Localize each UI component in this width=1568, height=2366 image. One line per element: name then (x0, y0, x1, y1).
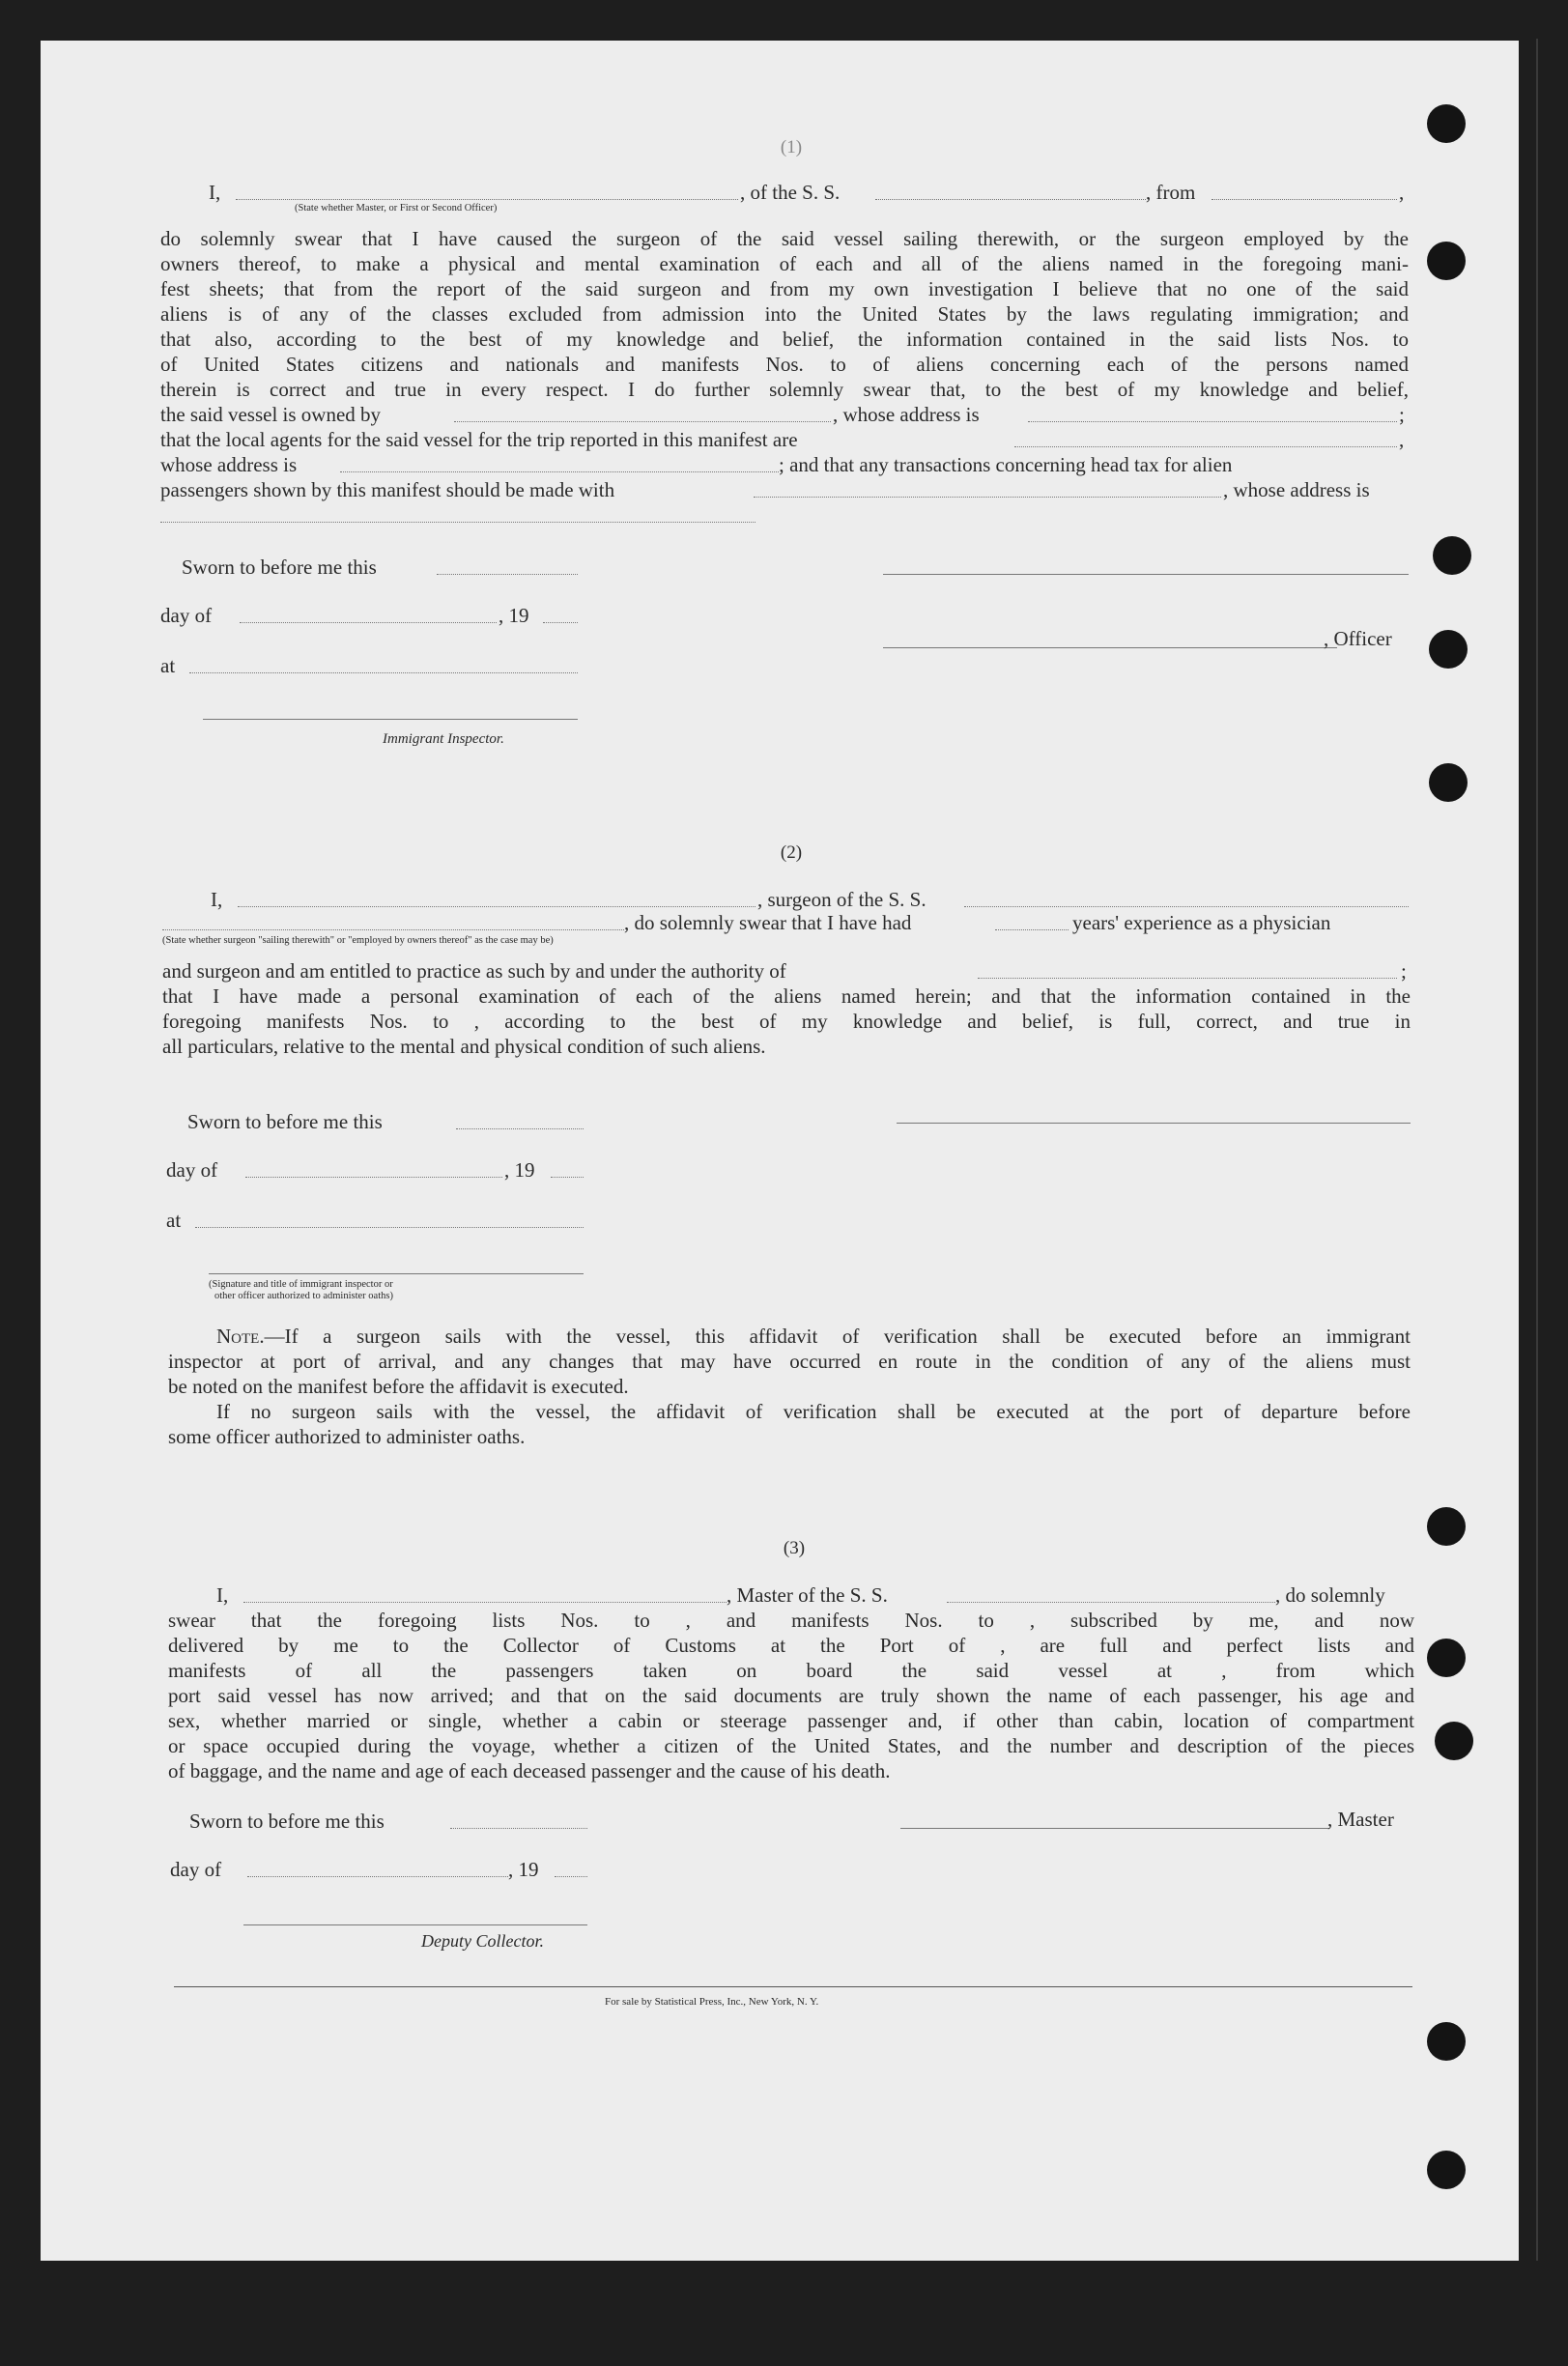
s1-officer-line[interactable] (883, 647, 1337, 648)
s1-whose-address: , whose address is (833, 403, 980, 426)
s1-officer: , Officer (1324, 627, 1392, 650)
s1-owner-address-field[interactable] (1028, 421, 1397, 422)
punch-hole (1435, 1722, 1473, 1760)
s3-signature-line[interactable] (900, 1828, 1329, 1829)
s3-nineteen: , 19 (508, 1858, 539, 1881)
s2-authority-field[interactable] (978, 978, 1397, 979)
s3-body-line: sex, whether married or single, whether a cabin or steerage passenger and, if other than cabin, location of compartment (168, 1709, 1414, 1732)
s3-intro-i: I, (216, 1583, 229, 1607)
s2-day-of: day of (166, 1158, 218, 1182)
s1-ship-name-field[interactable] (875, 199, 1146, 200)
s1-agents-field[interactable] (1014, 446, 1397, 447)
s3-body-line: port said vessel has now arrived; and that on the said documents are truly shown the name of each passenger, his age and (168, 1684, 1414, 1707)
s1-body (160, 226, 1409, 402)
s1-whose-address-2: whose address is (160, 453, 298, 476)
page-edge (1536, 39, 1538, 2261)
s3-master-name-field[interactable] (243, 1602, 727, 1603)
s2-sworn-field[interactable] (456, 1128, 584, 1129)
s2-at-field[interactable] (195, 1227, 584, 1228)
s2-years-field[interactable] (995, 929, 1069, 930)
punch-hole (1427, 2022, 1466, 2061)
s2-swear: , do solemnly swear that I have had (624, 911, 912, 934)
s1-semicolon: ; (1399, 403, 1405, 426)
s1-body-line: that also, according to the best of my knowledge and belief, the information contained in the said lists Nos. to (160, 328, 1409, 351)
footer-printer: For sale by Statistical Press, Inc., New York, N. Y. (605, 1996, 819, 2008)
s3-body-line: manifests of all the passengers taken on board the said vessel at , from which (168, 1659, 1414, 1682)
s1-comma-2: , (1399, 428, 1405, 451)
s1-body-line: do solemnly swear that I have caused the surgeon of the said vessel sailing therewith, or the surgeon employed by the (160, 227, 1409, 250)
s1-whose-address-3: , whose address is (1223, 478, 1370, 501)
s2-practice: and surgeon and am entitled to practice as such by and under the authority of (162, 959, 786, 983)
s2-sig-note-2: other officer authorized to administer oaths) (214, 1291, 393, 1301)
s3-master: , Master (1327, 1808, 1394, 1831)
s1-signature-line[interactable] (883, 574, 1409, 575)
s2-inspector-line[interactable] (209, 1273, 584, 1274)
punch-hole (1427, 242, 1466, 280)
s2-sig-note-1: (Signature and title of immigrant inspector or (209, 1279, 393, 1290)
s1-body-line: aliens is of any of the classes excluded from admission into the United States by the laws regulating immigration; and (160, 302, 1409, 326)
punch-hole (1427, 1507, 1466, 1546)
punch-hole (1427, 104, 1466, 143)
s2-body-line: foregoing manifests Nos. to , according to the best of my knowledge and belief, is full, correct, and true in (162, 1010, 1411, 1033)
s2-surgeon-name-field[interactable] (238, 906, 755, 907)
s2-note (168, 1324, 1411, 1449)
s2-role-field[interactable] (162, 929, 624, 930)
s3-body-line: of baggage, and the name and age of each deceased passenger and the cause of his death. (168, 1759, 891, 1782)
s2-note-line: be noted on the manifest before the affidavit is executed. (168, 1375, 629, 1398)
s3-day-of: day of (170, 1858, 222, 1881)
s1-inspector: Immigrant Inspector. (383, 731, 504, 747)
s1-local-agents: that the local agents for the said vessel for the trip reported in this manifest are (160, 428, 798, 451)
punch-hole (1429, 630, 1468, 669)
s1-body-line: of United States citizens and nationals and manifests Nos. to of aliens concerning each of the persons named (160, 353, 1409, 376)
s1-owner-field[interactable] (454, 421, 831, 422)
s2-surgeon-of: , surgeon of the S. S. (757, 888, 927, 911)
s2-note-line: some officer authorized to administer oaths. (168, 1425, 526, 1448)
s1-from-field[interactable] (1212, 199, 1397, 200)
s1-owned-by: the said vessel is owned by (160, 403, 382, 426)
s2-years: years' experience as a physician (1072, 911, 1331, 934)
s2-sworn: Sworn to before me this (187, 1110, 383, 1133)
s2-ship-field[interactable] (964, 906, 1409, 907)
s1-body-line: owners thereof, to make a physical and mental examination of each and all of the aliens named in the foregoing mani- (160, 252, 1409, 275)
footer-rule (174, 1986, 1412, 1987)
s1-body-line: fest sheets; that from the report of the said surgeon and from my own investigation I believe that no one of the said (160, 277, 1409, 300)
s2-semicolon: ; (1401, 959, 1407, 983)
s1-transactions: ; and that any transactions concerning head tax for alien (779, 453, 1233, 476)
s1-intro-i: I, (209, 181, 221, 204)
section-1-number: (1) (780, 137, 803, 157)
s1-year-field[interactable] (543, 622, 578, 623)
s1-day-field[interactable] (240, 622, 497, 623)
s2-note-text: —If a surgeon sails with the vessel, this affidavit of verification shall be executed before an immigrant (264, 1325, 1411, 1348)
s3-body-line: or space occupied during the voyage, whether a citizen of the United States, and the number and description of the pieces (168, 1734, 1414, 1757)
s2-note-label: Note. (216, 1325, 265, 1348)
section-3-number: (3) (783, 1538, 806, 1558)
s2-note-line (168, 1324, 1411, 1349)
s1-inspector-line[interactable] (203, 719, 578, 720)
punch-hole (1427, 1639, 1466, 1677)
s1-day-of: day of (160, 604, 213, 627)
s3-deputy: Deputy Collector. (421, 1931, 544, 1951)
s3-deputy-line[interactable] (243, 1924, 587, 1925)
s3-sworn-field[interactable] (450, 1828, 587, 1829)
s3-master-of: , Master of the S. S. (727, 1583, 888, 1607)
s2-note-line: If no surgeon sails with the vessel, the affidavit of verification shall be executed at the port of departure before (216, 1400, 1411, 1423)
s1-sworn-field[interactable] (437, 574, 578, 575)
s3-ship-field[interactable] (947, 1602, 1275, 1603)
s3-body-line: swear that the foregoing lists Nos. to , and manifests Nos. to , subscribed by me, and now (168, 1609, 1414, 1632)
s1-head-tax-address-field[interactable] (160, 522, 755, 523)
s1-at: at (160, 654, 176, 677)
s3-sworn: Sworn to before me this (189, 1810, 385, 1833)
s1-from: , from (1146, 181, 1196, 204)
s2-intro-i: I, (211, 888, 223, 911)
s3-do-solemnly: , do solemnly (1275, 1583, 1385, 1607)
s2-surgeon-note: (State whether surgeon "sailing therewith" or "employed by owners thereof" as the case may be) (162, 935, 554, 946)
s3-day-field[interactable] (247, 1876, 508, 1877)
s1-passengers: passengers shown by this manifest should be made with (160, 478, 615, 501)
s1-sworn: Sworn to before me this (182, 556, 377, 579)
punch-hole (1429, 763, 1468, 802)
s1-agents-address-field[interactable] (340, 471, 779, 472)
s2-nineteen: , 19 (504, 1158, 535, 1182)
s2-day-field[interactable] (245, 1177, 502, 1178)
punch-hole (1427, 2151, 1466, 2189)
s1-comma: , (1399, 181, 1405, 204)
s3-body (168, 1608, 1414, 1783)
s1-head-tax-field[interactable] (754, 497, 1221, 498)
s1-officer-name-field[interactable] (236, 199, 738, 200)
s3-body-line: delivered by me to the Collector of Customs at the Port of , are full and perfect lists and (168, 1634, 1414, 1657)
s2-signature-line[interactable] (897, 1123, 1411, 1124)
s2-body-line: that I have made a personal examination of each of the aliens named herein; and that the information contained in the (162, 984, 1411, 1008)
s2-note-line: inspector at port of arrival, and any changes that may have occurred en route in the condition of any of the aliens must (168, 1350, 1411, 1373)
s2-year-field[interactable] (551, 1177, 584, 1178)
s1-of-ss: , of the S. S. (740, 181, 841, 204)
s2-body-line: all particulars, relative to the mental and physical condition of such aliens. (162, 1035, 766, 1058)
section-2-number: (2) (780, 842, 803, 863)
s1-officer-note: (State whether Master, or First or Second Officer) (295, 203, 498, 214)
s1-body-line: therein is correct and true in every respect. I do further solemnly swear that, to the best of my knowledge and belief, (160, 378, 1409, 401)
punch-hole (1433, 536, 1471, 575)
s1-nineteen: , 19 (499, 604, 529, 627)
s2-at: at (166, 1209, 182, 1232)
s3-year-field[interactable] (555, 1876, 587, 1877)
s1-at-field[interactable] (189, 672, 578, 673)
s2-body (162, 983, 1411, 1059)
